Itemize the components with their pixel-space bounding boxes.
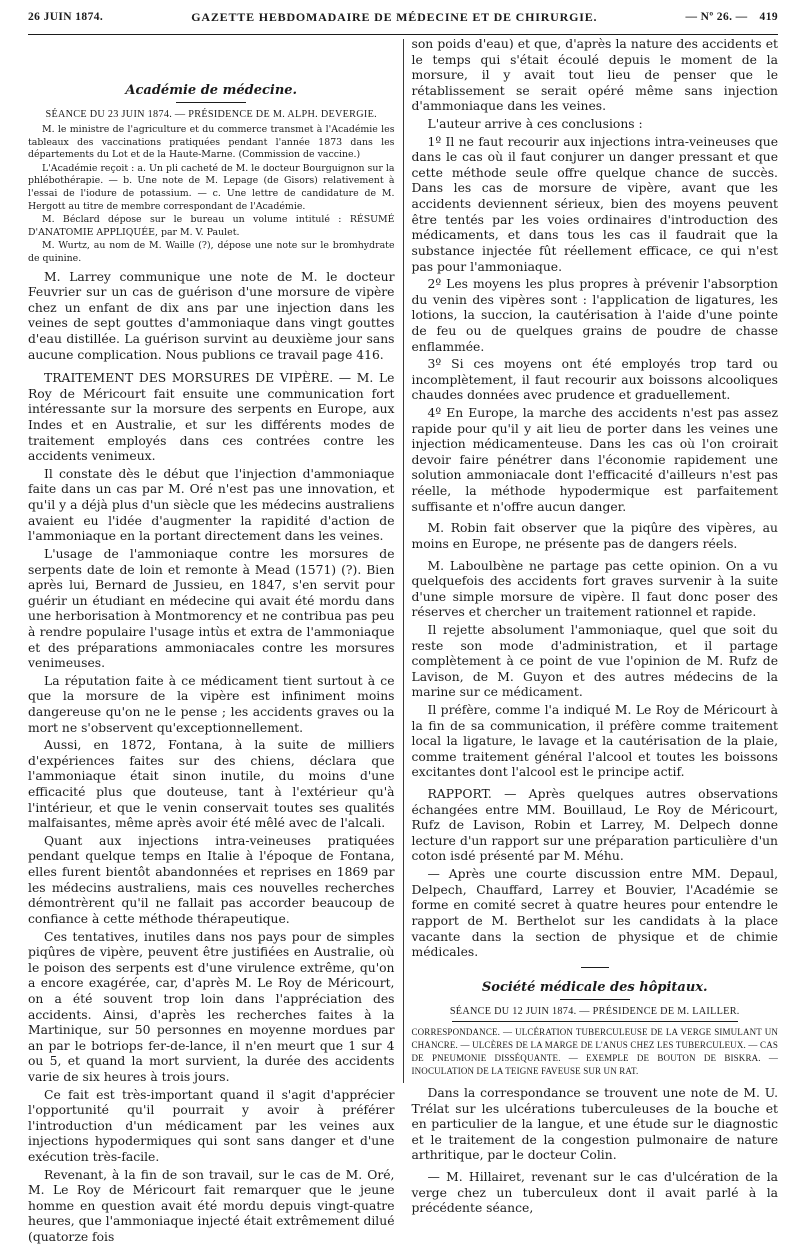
paragraph: L'usage de l'ammoniaque contre les morsures de serpents date de loin et remonte à Mead (1571) (?). Bien après lui, Bernard de Jussieu, en 1847, s'en servit pour guérir un étudiant en médecine qui avait été mordu dans une herborisation à Montmorency et ne contribua pas peu à rendre populaire l'usage intùs et extra de l'ammoniaque et des préparations ammoniacales contre les morsures venimeuses. [28, 546, 395, 671]
paragraph: M. Robin fait observer que la piqûre des vipères, au moins en Europe, ne présente pas de dangers réels. [411, 521, 778, 551]
paragraph: — Après une courte discussion entre MM. Depaul, Delpech, Chauffard, Larrey et Bouvier, l'Académie se forme en comité secret à quatre heures pour entendre le rapport de M. Berthelot sur les candidats à la place vacante dans la section de physique et de chimie médicales. [411, 867, 778, 960]
seance-line: SÉANCE DU 23 JUIN 1874. — PRÉSIDENCE DE M. ALPH. DEVERGIE. [45, 109, 377, 120]
paragraph: Il rejette absolument l'ammoniaque, quel que soit du reste son mode d'administration, et il partage complètement à ce point de vue l'opinion de M. Rufz de Lavison, de M. Guyon et des autres médecins de la marine sur ce médicament. [411, 622, 778, 700]
paragraph: 3º Si ces moyens ont été employés trop tard ou incomplètement, il faut recourir aux boissons alcooliques chaudes données avec prudence et graduellement. [411, 357, 778, 403]
journal-title: GAZETTE HEBDOMADAIRE DE MÉDECINE ET DE CHIRURGIE. [191, 9, 598, 24]
paragraph: M. Laboulbène ne partage pas cette opinion. On a vu quelquefois des accidents fort graves survenir à la suite d'une simple morsure de vipère. Il faut donc poser des réserves et chercher un traitement rationnel et rapide. [411, 558, 778, 620]
article-body-left [28, 270, 395, 1246]
paragraph: — M. Hillairet, revenant sur le cas d'ulcération de la verge chez un tuberculeux dont il avait parlé à la précédente séance, [411, 1169, 778, 1216]
left-column [28, 37, 403, 1245]
section-title-societe: Société médicale des hôpitaux. [481, 979, 708, 995]
paragraph: Dans la correspondance se trouvent une note de M. U. Trélat sur les ulcérations tuberculeuses de la bouche et en particulier de la langue, et une étude sur le diagnostic et le traitement de la congestion pulmonaire de nature arthritique, par le docteur Colin. [411, 1085, 778, 1163]
paragraph: TRAITEMENT DES MORSURES DE VIPÈRE. — M. Le Roy de Méricourt fait ensuite une communication fort intéressante sur la morsure des serpents en Europe, aux Indes et en Australie, et sur les différents modes de traitement employés dans ces contrées contre les accidents venimeux. [28, 371, 395, 464]
two-column-body [28, 37, 778, 1245]
header-right [685, 11, 778, 23]
article-body-right-top [412, 37, 779, 961]
running-header [28, 0, 778, 34]
small-paragraph: L'Académie reçoit : a. Un pli cacheté de M. le docteur Bourguignon sur la phlébothérapie. — b. Une note de M. Lepage (de Gisors) relativement à l'essai de l'iodure de potassium. — c. Une lettre de candidature de M. Hergott au titre de membre correspondant de l'Académie. [28, 162, 395, 212]
paragraph: Il constate dès le début que l'injection d'ammoniaque faite dans un cas par M. Oré n'est pas une innovation, et qu'il y a déjà plus d'un siècle que les médecins australiens avaient eu l'idée d'augmenter la rapidité d'action de l'ammoniaque en la portant directement dans les veines. [28, 466, 395, 544]
article-body-right-bottom [412, 1086, 779, 1217]
correspondence-block [28, 124, 395, 266]
right-column [404, 37, 779, 1216]
page-number: 419 [759, 11, 778, 23]
paragraph: 1º Il ne faut recourir aux injections intra-veineuses que dans le cas où il faut conjurer un danger pressant et que cette méthode seule offre quelque chance de succès. Dans les cas de morsure de vipère, avant que les accidents deviennent sérieux, bien des moyens peuvent être tentés par les voies ordinaires d'introduction des médicaments, et dans tous les cas il faudrait que la substance injectée fût réellement efficace, ce qui n'est pas pour l'ammoniaque. [411, 134, 778, 274]
header-rule [28, 34, 778, 35]
paragraph: M. Larrey communique une note de M. le docteur Feuvrier sur un cas de guérison d'une morsure de vipère chez un enfant de dix ans par une injection dans les veines de sept gouttes d'ammoniaque dans vingt gouttes d'eau distillée. La guérison survint au deuxième jour sans aucune complication. Nous publions ce travail page 416. [28, 269, 395, 362]
paragraph: L'auteur arrive à ces conclusions : [427, 117, 643, 132]
paragraph: Ces tentatives, inutiles dans nos pays pour de simples piqûres de vipère, peuvent être justifiées en Australie, où le poison des serpents est d'une virulence extrême, qu'on a encore exagérée, car, d'après M. Le Roy de Méricourt, on a été souvent trop loin dans l'appréciation des accidents. Ainsi, d'après les recherches faites à la Martinique, sur 50 personnes en moyenne mordues par an par le botriops fer-de-lance, il n'en meurt que 1 sur 4 ou 5, et quand la mort survient, la durée des accidents varie de six heures à trois jours. [28, 929, 395, 1084]
paragraph: RAPPORT. — Après quelques autres observations échangées entre MM. Bouillaud, Le Roy de Méricourt, Rufz de Lavison, Robin et Larrey, M. Delpech donne lecture d'un rapport sur une préparation particulière d'un coton isdé présenté par M. Méhu. [411, 787, 778, 864]
small-paragraph: M. le ministre de l'agriculture et du commerce transmet à l'Académie les tableaux des vaccinations pratiquées pendant l'année 1873 dans les départements du Lot et de la Haute-Marne. (Commission de vaccine.) [28, 124, 395, 161]
paragraph: Il préfère, comme l'a indiqué M. Le Roy de Méricourt à la fin de sa communication, il préfère comme traitement local la ligature, le lavage et la cautérisation de la plaie, comme traitement général l'alcool et toutes les boissons excitantes dont l'alcool est le principe actif. [411, 702, 778, 780]
paragraph: 4º En Europe, la marche des accidents n'est pas assez rapide pour qu'il y ait lieu de porter dans les veines une injection médicamenteuse. Dans les cas où l'on croirait devoir faire pénétrer dans l'économie rapidement une solution ammoniacale dont l'efficacité d'ailleurs n'est pas réelle, la méthode hypodermique est parfaitement suffisante et n'offre aucun danger. [411, 406, 778, 514]
paragraph: 2º Les moyens les plus propres à prévenir l'absorption du venin des vipères sont : l'application de ligatures, les lotions, la succion, la cautérisation à l'aide d'une pointe de feu ou de quelques grains de poudre de chasse enflammée. [411, 277, 778, 354]
summary-rule [452, 1021, 739, 1022]
paragraph: Revenant, à la fin de son travail, sur le cas de M. Oré, M. Le Roy de Méricourt fait remarquer que le jeune homme en question avait été mordu depuis vingt-quatre heures, que l'ammoniaque injecté était extrêmement dilué (quatorze fois [28, 1167, 395, 1245]
session-summary: CORRESPONDANCE. — ULCÉRATION TUBERCULEUSE DE LA VERGE SIMULANT UN CHANCRE. — ULCÈRES DE LA MARGE DE L'ANUS CHEZ LES TUBERCULEUX. — CAS DE PNEUMONIE DISSÉQUANTE. — EXEMPLE DE BOUTON DE BISKRA. — INOCULATION DE LA TEIGNE FAVEUSE SUR UN RAT. [411, 1026, 778, 1076]
small-paragraph: M. Béclard dépose sur le bureau un volume intitulé : RÉSUMÉ D'ANATOMIE APPLIQUÉE, par M. V. Paulet. [28, 214, 395, 238]
section-rule [176, 102, 246, 103]
paragraph: Aussi, en 1872, Fontana, à la suite de milliers d'expériences faites sur des chiens, déclara que l'ammoniaque était sinon inutile, du moins d'une efficacité plus que douteuse, tant à l'extérieur qu'à l'intérieur, et que le venin conservait toutes ses qualités malfaisantes, même après avoir été mêlé avec de l'alcali. [28, 738, 395, 831]
paragraph: son poids d'eau) et que, d'après la nature des accidents et le temps qui s'était écoulé depuis le moment de la morsure, il y avait tout lieu de penser que le rétablissement se serait opéré même sans injection d'ammoniaque dans les veines. [411, 37, 778, 114]
seance-line: SÉANCE DU 12 JUIN 1874. — PRÉSIDENCE DE M. LAILLER. [449, 1005, 740, 1017]
paragraph: La réputation faite à ce médicament tient surtout à ce que la morsure de la vipère est infiniment moins dangereuse qu'on ne le pense ; les accidents graves ou la mort ne s'observent qu'exceptionnellement. [28, 673, 395, 735]
small-paragraph: M. Wurtz, au nom de M. Waille (?), dépose une note sur le bromhydrate de quinine. [28, 240, 395, 264]
paragraph: Ce fait est très-important quand il s'agit d'apprécier l'opportunité qu'il pourrait y avoir à préférer l'introduction d'un médicament par les veines aux injections hypodermiques qui sont sans danger et d'une exécution très-facile. [28, 1087, 395, 1165]
header-date: 26 JUIN 1874. [28, 11, 104, 23]
separator-rule [581, 967, 609, 968]
paragraph: Quant aux injections intra-veineuses pratiquées pendant quelque temps en Italie à l'époque de Fontana, elles furent bientôt abandonnées et reprises en 1869 par les médecins australiens, mais ces nouvelles recherches démontrèrent qu'il ne fallait pas accorder beaucoup de confiance à cette méthode thérapeutique. [28, 833, 395, 926]
section-rule [560, 999, 630, 1000]
issue-number: — Nº 26. — [685, 11, 748, 23]
section-title-academie: Académie de médecine. [125, 83, 298, 98]
